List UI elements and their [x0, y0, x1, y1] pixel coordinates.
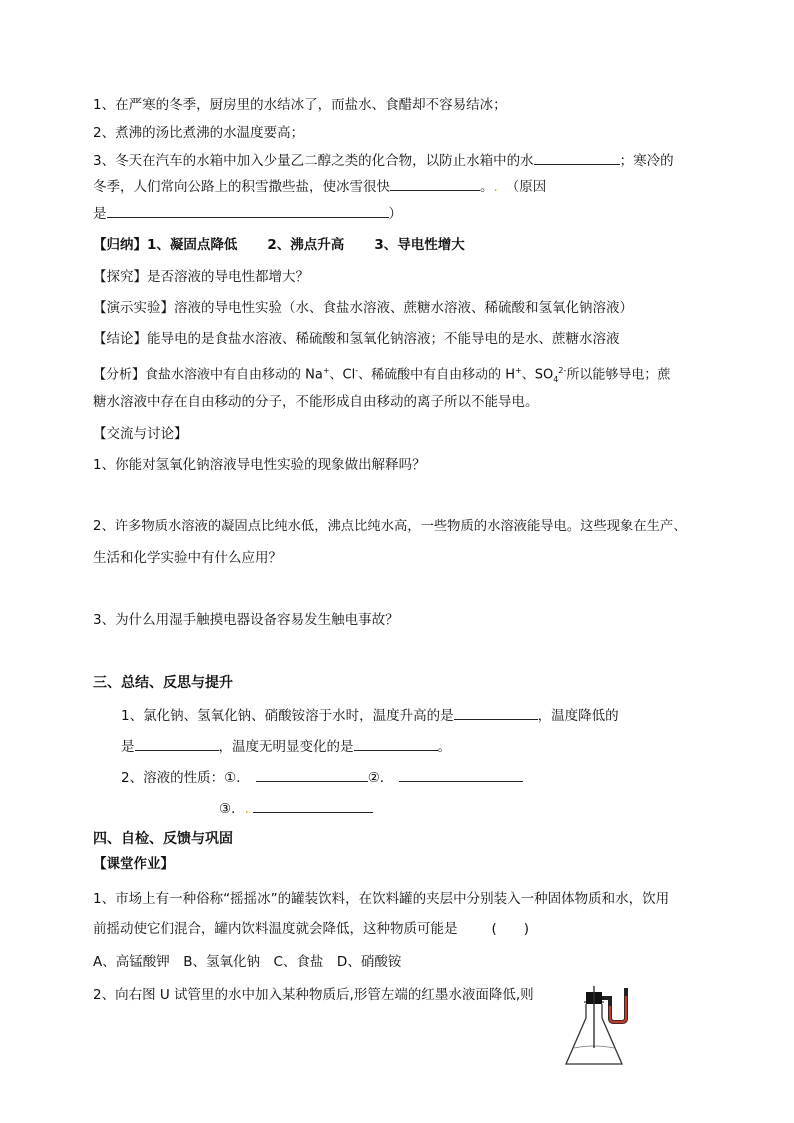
blank-property-3[interactable] [253, 798, 373, 813]
section4-title: 四、自检、反馈与巩固 [93, 831, 233, 847]
discuss-q3: 3、为什么用湿手触摸电器设备容易发生触电事故？ [93, 612, 399, 628]
section3-title: 三、总结、反思与提升 [93, 675, 233, 691]
blank-property-2[interactable] [399, 767, 523, 782]
blank-reason[interactable] [107, 203, 389, 218]
discuss-tag: 【交流与讨论】 [93, 426, 188, 442]
section3-p2: 是 ，温度无明显变化的是 。 [121, 736, 451, 756]
summary-line: 【归纳】1、凝固点降低 2、沸点升高 3、导电性增大 [93, 237, 465, 253]
discuss-q1: 1、你能对氢氧化钠溶液导电性实验的现象做出解释吗？ [93, 457, 426, 473]
conclusion-line: 【结论】能导电的是食盐水溶液、稀硫酸和氢氧化钠溶液；不能导电的是水、蔗糖水溶液 [93, 331, 620, 347]
hw-q2: 2、向右图 U 试管里的水中加入某种物质后,形管左端的红墨水液面降低,则 [93, 987, 534, 1003]
explore-line: 【探究】是否溶液的导电性都增大？ [93, 269, 309, 285]
intro-line-2: 2、煮沸的汤比煮沸的水温度要高； [93, 125, 305, 141]
blank-temp-same[interactable] [354, 736, 438, 751]
section3-p3: 2、溶液的性质：①． ②． [121, 767, 523, 787]
blank-temp-drop[interactable] [135, 736, 219, 751]
analysis-line-2: 糖水溶液中存在自由移动的分子，不能形成自由移动的离子所以不能导电。 [93, 394, 539, 410]
intro-line-3: 3、冬天在汽车的水箱中加入少量乙二醇之类的化合物，以防止水箱中的水 ；寒冷的 [93, 150, 674, 170]
section3-p4: ③．. [219, 798, 373, 818]
blank-snow-melt[interactable] [390, 176, 480, 191]
intro-line-4: 冬季，人们常向公路上的积雪撒些盐，使冰雪很快 。. （原因 [93, 176, 546, 196]
discuss-q2-line1: 2、许多物质水溶液的凝固点比纯水低，沸点比纯水高，一些物质的水溶液能导电。这些现象在生产、 [93, 519, 687, 534]
section3-p1: 1、氯化钠、氢氧化钠、硝酸铵溶于水时，温度升高的是 ，温度降低的 [121, 705, 619, 725]
intro-line-1: 1、在严寒的冬季，厨房里的水结冰了，而盐水、食醋却不容易结冰； [93, 97, 507, 113]
blank-water-freeze[interactable] [534, 150, 620, 165]
demo-line: 【演示实验】溶液的导电性实验（水、食盐水溶液、蔗糖水溶液、稀硫酸和氢氧化钠溶液） [93, 300, 633, 316]
decor-dot: . [244, 801, 249, 817]
discuss-q2-line2: 生活和化学实验中有什么应用？ [93, 550, 282, 566]
blank-property-1[interactable] [256, 767, 368, 782]
hw-q1-options: A、高锰酸钾 B、氢氧化钠 C、食盐 D、硝酸铵 [93, 954, 402, 970]
hw-q1-line1: 1、市场上有一种俗称“摇摇冰”的罐装饮料，在饮料罐的夹层中分别装入一种固体物质和水，饮用 [93, 891, 670, 907]
hw-q1-line2: 前摇动使它们混合，罐内饮料温度就会降低，这种物质可能是 ( ) [93, 921, 530, 937]
homework-tag: 【课堂作业】 [93, 856, 174, 872]
flask-u-tube-diagram [560, 978, 640, 1070]
analysis-line-1: 【分析】食盐水溶液中有自由移动的 Na+、Cl-、稀硫酸中有自由移动的 H+、$SO_4^{2-}$所以能够导电；蔗 [93, 366, 671, 384]
blank-temp-rise[interactable] [454, 705, 538, 720]
decor-dot: . [493, 179, 498, 195]
intro-line-5: 是 ） [93, 203, 402, 223]
red-ink-liquid [610, 996, 626, 1022]
